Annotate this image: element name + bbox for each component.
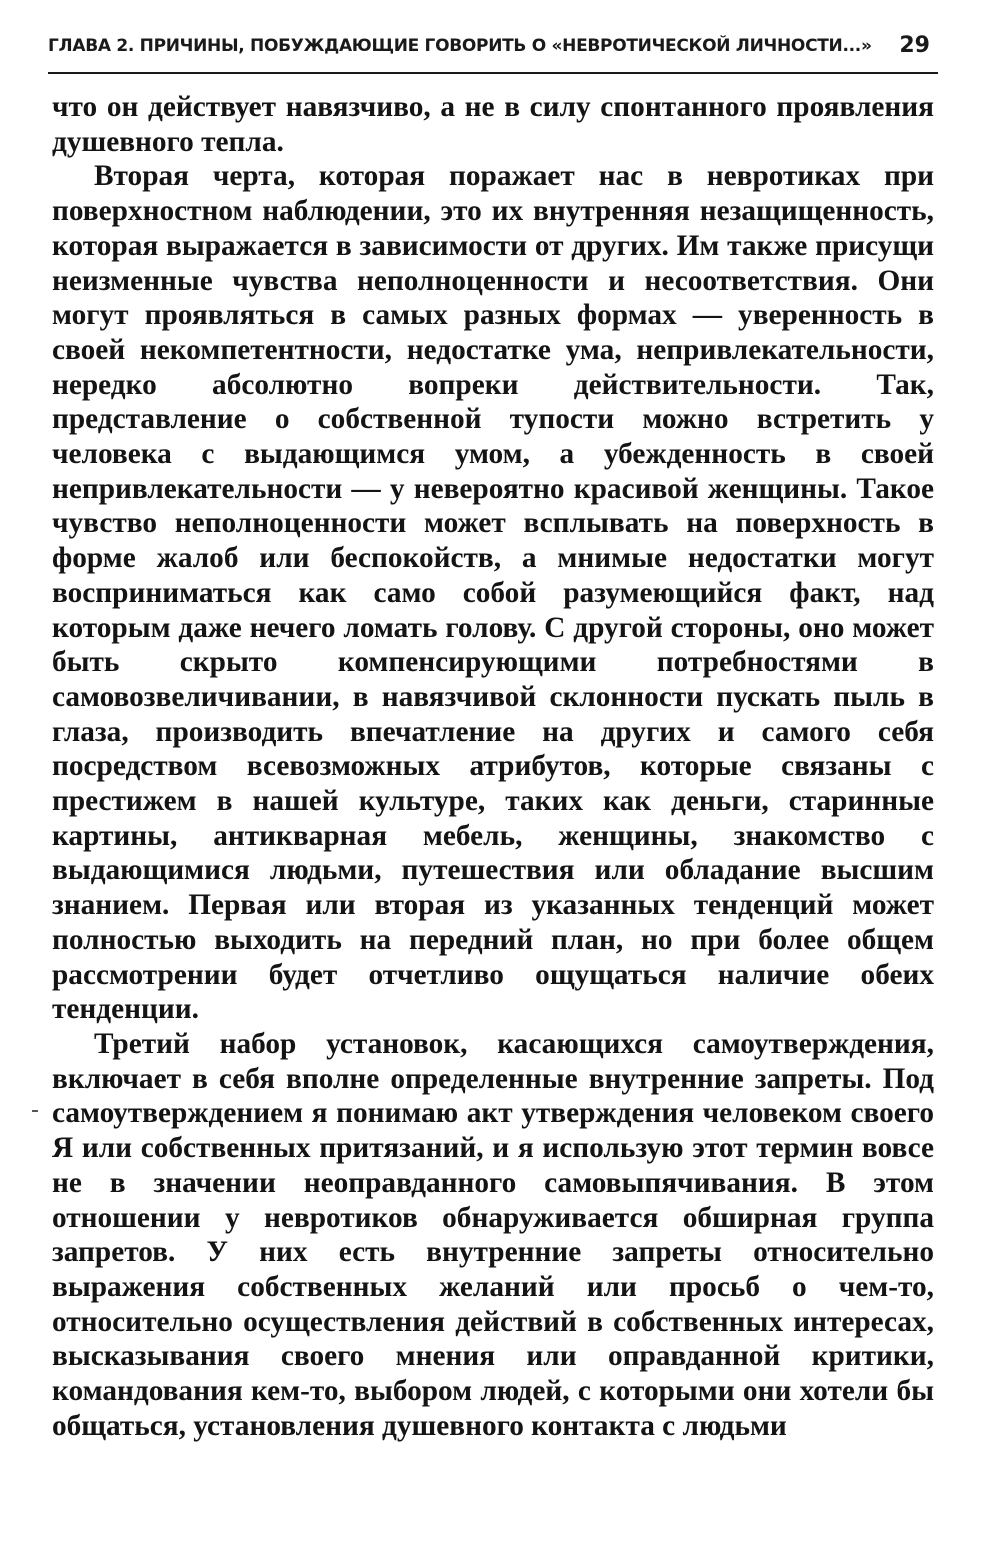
header-divider (48, 72, 938, 74)
margin-mark (32, 1110, 38, 1112)
paragraph: Вторая черта, которая поражает нас в невротиках при поверхностном наблюдении, это их внутренняя незащищенность, которая выражается в зависимости от других. Им также присущи неизменные чувства неполноценности и несоответствия. Они могут проявляться в самых разных формах — уверенность в своей некомпетентности, недостатке ума, непривлекательности, нередко абсолютно вопреки действительности. Так, представление о собственной тупости можно встретить у человека с выдающимся умом, а убежденность в своей непривлекательности — у невероятно красивой женщины. Такое чувство неполноценности может всплывать на поверхность в форме жалоб или беспокойств, а мнимые недостатки могут восприниматься как само собой разумеющийся факт, над которым даже нечего ломать голову. С другой стороны, оно может быть скрыто компенсирующими потребностями в самовозвеличивании, в навязчивой склонности пускать пыль в глаза, производить впечатление на других и самого себя посредством всевозможных атрибутов, которые связаны с престижем в нашей культуре, таких как деньги, старинные картины, антикварная мебель, женщины, знакомство с выдающимися людьми, путешествия или обладание высшим знанием. Первая или вторая из указанных тенденций может полностью выходить на передний план, но при более общем рассмотрении будет отчетливо ощущаться наличие обеих тенденции. (52, 160, 934, 1026)
page-body (52, 90, 934, 1443)
page-number: 29 (899, 33, 930, 58)
running-header (48, 30, 938, 74)
running-title: ГЛАВА 2. ПРИЧИНЫ, ПОБУЖДАЮЩИЕ ГОВОРИТЬ О «НЕВРОТИЧЕСКОЙ ЛИЧНОСТИ...» (48, 36, 872, 56)
paragraph-continuation: что он действует навязчиво, а не в силу спонтанного проявления душевного тепла. (52, 91, 934, 158)
paragraph: Третий набор установок, касающихся самоутверждения, включает в себя вполне определенные внутренние запреты. Под самоутверждением я понимаю акт утверждения человеком своего Я или собственных притязаний, и я использую этот термин вовсе не в значении неоправданного самовыпячивания. В этом отношении у невротиков обнаруживается обширная группа запретов. У них есть внутренние запреты относительно выражения собственных желаний или просьб о чем-то, относительно осуществления действий в собственных интересах, высказывания своего мнения или оправданной критики, командования кем-то, выбором людей, с которыми они хотели бы общаться, установления душевного контакта с людьми (52, 1027, 934, 1442)
